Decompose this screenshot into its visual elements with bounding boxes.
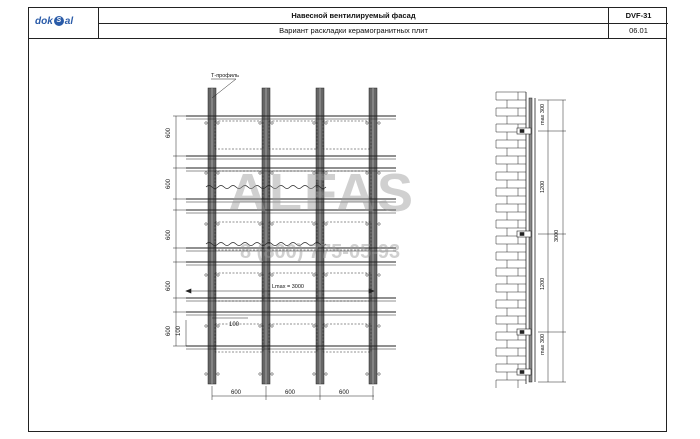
clamp-marker — [217, 223, 219, 225]
clamp-marker — [378, 122, 380, 124]
clamp-marker — [378, 325, 380, 327]
drawing-code: DVF-31 — [609, 8, 668, 24]
clamp-marker — [259, 274, 261, 276]
clamp-marker — [366, 122, 368, 124]
clamp-marker — [217, 274, 219, 276]
arrow-head — [186, 289, 191, 293]
col-dim-1: 600 — [231, 390, 242, 396]
clamp-marker — [366, 274, 368, 276]
tile-outline — [215, 121, 263, 149]
clamp-marker — [259, 373, 261, 375]
section-profile — [529, 98, 532, 382]
sheet-number: 06.01 — [629, 26, 648, 35]
t-profile-label: Т-профиль — [211, 73, 239, 79]
clamp-marker — [217, 122, 219, 124]
clamp-marker — [205, 223, 207, 225]
tile-outline — [323, 273, 371, 301]
clamp-marker — [366, 373, 368, 375]
clamp-marker — [325, 325, 327, 327]
logo-badge-icon: S — [54, 16, 64, 26]
section-dim-total: 3000 — [554, 229, 560, 242]
clamp-marker — [259, 325, 261, 327]
col-dim-3: 600 — [339, 390, 350, 396]
tile-outline — [269, 324, 317, 352]
bracket-fixing — [520, 233, 524, 236]
clamp-marker — [205, 122, 207, 124]
row-dim-1: 600 — [166, 127, 172, 138]
row-dim-3: 600 — [166, 229, 172, 240]
logo-left: dok — [35, 16, 53, 27]
clamp-marker — [217, 373, 219, 375]
tile-outline — [323, 324, 371, 352]
clamp-marker — [366, 325, 368, 327]
clamp-marker — [313, 325, 315, 327]
col-dim-2: 600 — [285, 390, 296, 396]
small-dim-vertical: 100 — [176, 325, 182, 336]
clamp-marker — [205, 373, 207, 375]
clamp-marker — [271, 122, 273, 124]
small-dim-horizontal: 100 — [229, 322, 240, 328]
section-dim-bottom: max 300 — [540, 333, 546, 355]
clamp-marker — [259, 122, 261, 124]
row-dim-5: 600 — [166, 325, 172, 336]
clamp-marker — [325, 274, 327, 276]
tile-outline — [323, 121, 371, 149]
row-dim-4: 600 — [166, 280, 172, 291]
watermark-phone: 8 (800) 775-05-93 — [240, 241, 401, 263]
clamp-marker — [205, 325, 207, 327]
watermark-brand: ALFAS — [228, 163, 416, 223]
tile-outline — [269, 121, 317, 149]
row-dim-2: 600 — [166, 178, 172, 189]
section-dim-top: max 300 — [540, 103, 546, 125]
tile-outline — [215, 324, 263, 352]
clamp-marker — [271, 373, 273, 375]
tile-outline — [215, 273, 263, 301]
section-dim-upper: 1200 — [540, 180, 546, 193]
clamp-marker — [205, 274, 207, 276]
clamp-marker — [205, 172, 207, 174]
lmax-label: Lmax = 3000 — [272, 284, 304, 290]
bracket-fixing — [520, 130, 524, 133]
clamp-marker — [313, 122, 315, 124]
section-dim-lower: 1200 — [540, 277, 546, 290]
clamp-marker — [271, 325, 273, 327]
clamp-marker — [217, 172, 219, 174]
clamp-marker — [271, 274, 273, 276]
clamp-marker — [378, 274, 380, 276]
drawing-subtitle: Вариант раскладки керамогранитных плит — [279, 26, 428, 35]
clamp-marker — [378, 373, 380, 375]
bracket-fixing — [520, 371, 524, 374]
clamp-marker — [313, 274, 315, 276]
clamp-marker — [325, 122, 327, 124]
elevation-view — [173, 79, 396, 400]
bracket-fixing — [520, 331, 524, 334]
logo-right: al — [64, 16, 74, 27]
clamp-marker — [325, 373, 327, 375]
clamp-marker — [217, 325, 219, 327]
clamp-marker — [313, 373, 315, 375]
drawing-title: Навесной вентилируемый фасад — [99, 8, 608, 24]
